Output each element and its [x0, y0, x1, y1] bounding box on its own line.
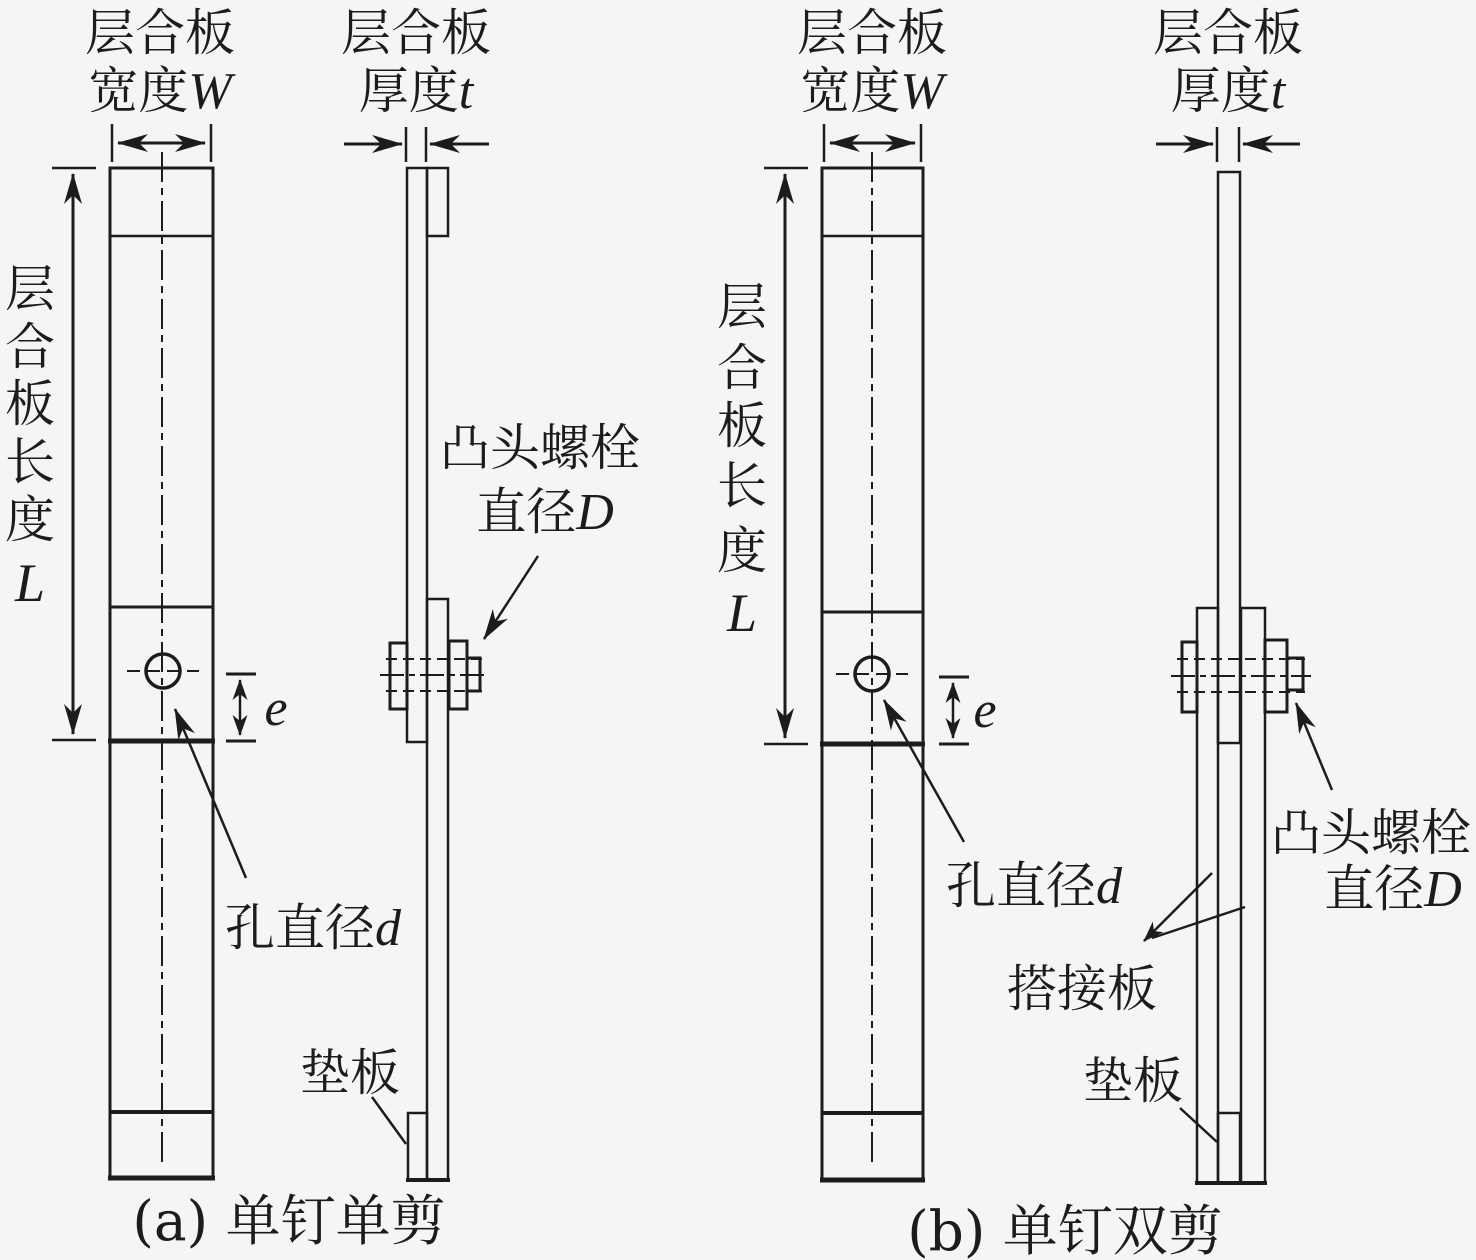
bolt-label-a-line2: 直径D	[476, 483, 614, 541]
length-label-char: 长	[5, 433, 55, 491]
bolt-label-leader-b	[1296, 703, 1332, 790]
lap-plate-label-leader-left-b	[1144, 873, 1212, 941]
bolt-label-a-line1: 凸头螺栓	[440, 419, 640, 477]
length-label-char: 长	[717, 457, 767, 515]
panel-b-dimensions	[764, 124, 969, 842]
panel-b-front-view	[820, 152, 925, 1180]
lap-plate-label-b: 搭接板	[1007, 960, 1157, 1018]
edge-distance-label-b: e	[973, 682, 997, 739]
edge-distance-label-a: e	[264, 680, 288, 737]
length-label-char: 合	[5, 318, 55, 376]
shim-label-b: 垫板	[1083, 1052, 1183, 1110]
width-label-a-line2: 宽度W	[88, 62, 232, 120]
caption-b: (b) 单钉双剪	[907, 1199, 1223, 1260]
lap-plate-label-leader-right-b	[1152, 907, 1245, 938]
hole-label-leader-a	[175, 709, 246, 878]
bolt-label-b-line1: 凸头螺栓	[1271, 804, 1471, 862]
grip-tab-side-a	[427, 168, 448, 236]
shim-label-a: 垫板	[300, 1044, 400, 1102]
width-label-b-line1: 层合板	[797, 4, 947, 62]
width-label-a-line1: 层合板	[85, 4, 235, 62]
shim-plate-side-b	[1218, 1113, 1240, 1183]
length-label-b	[717, 278, 767, 643]
bolt-label-leader-a	[484, 556, 538, 639]
hole-label-b: 孔直径d	[946, 857, 1122, 915]
lap-plate-left-side-b	[1197, 608, 1218, 1183]
length-label-char: 板	[717, 397, 767, 455]
length-label-a	[5, 260, 55, 613]
laminate-plate-side-b	[1218, 172, 1240, 743]
thickness-label-b-line1: 层合板	[1153, 4, 1303, 62]
thickness-label-b-line2: 厚度t	[1170, 62, 1286, 120]
thickness-label-a-line2: 厚度t	[358, 62, 474, 120]
lap-plate-right-side-b	[1241, 608, 1265, 1183]
shim-label-leader-a	[372, 1097, 406, 1144]
shim-plate-side-a	[408, 1113, 427, 1180]
panel-b-side-view	[1144, 127, 1332, 1183]
length-label-char: 度	[5, 491, 55, 549]
panel-a-front-view	[108, 152, 215, 1178]
length-label-char: 板	[5, 375, 55, 433]
length-label-char: 合	[717, 339, 767, 397]
lap-plate-side-a	[427, 599, 448, 1180]
panel-a-side-view	[344, 127, 538, 1180]
width-label-b-line2: 宽度W	[800, 62, 944, 120]
bolt-label-b-line2: 直径D	[1324, 860, 1462, 918]
length-label-var: L	[726, 583, 758, 643]
bolt-shank-tip-b	[1287, 658, 1303, 690]
length-label-var: L	[14, 553, 46, 613]
thickness-label-a-line1: 层合板	[341, 4, 491, 62]
length-label-char: 度	[717, 522, 767, 580]
panel-a-dimensions	[52, 124, 406, 1144]
laminate-plate-side-a	[407, 168, 427, 742]
caption-a: (a) 单钉单剪	[132, 1189, 446, 1253]
length-label-char: 层	[5, 260, 55, 318]
shim-label-leader-b	[1180, 1108, 1217, 1142]
length-label-char: 层	[717, 278, 767, 336]
hole-label-a: 孔直径d	[225, 899, 401, 957]
